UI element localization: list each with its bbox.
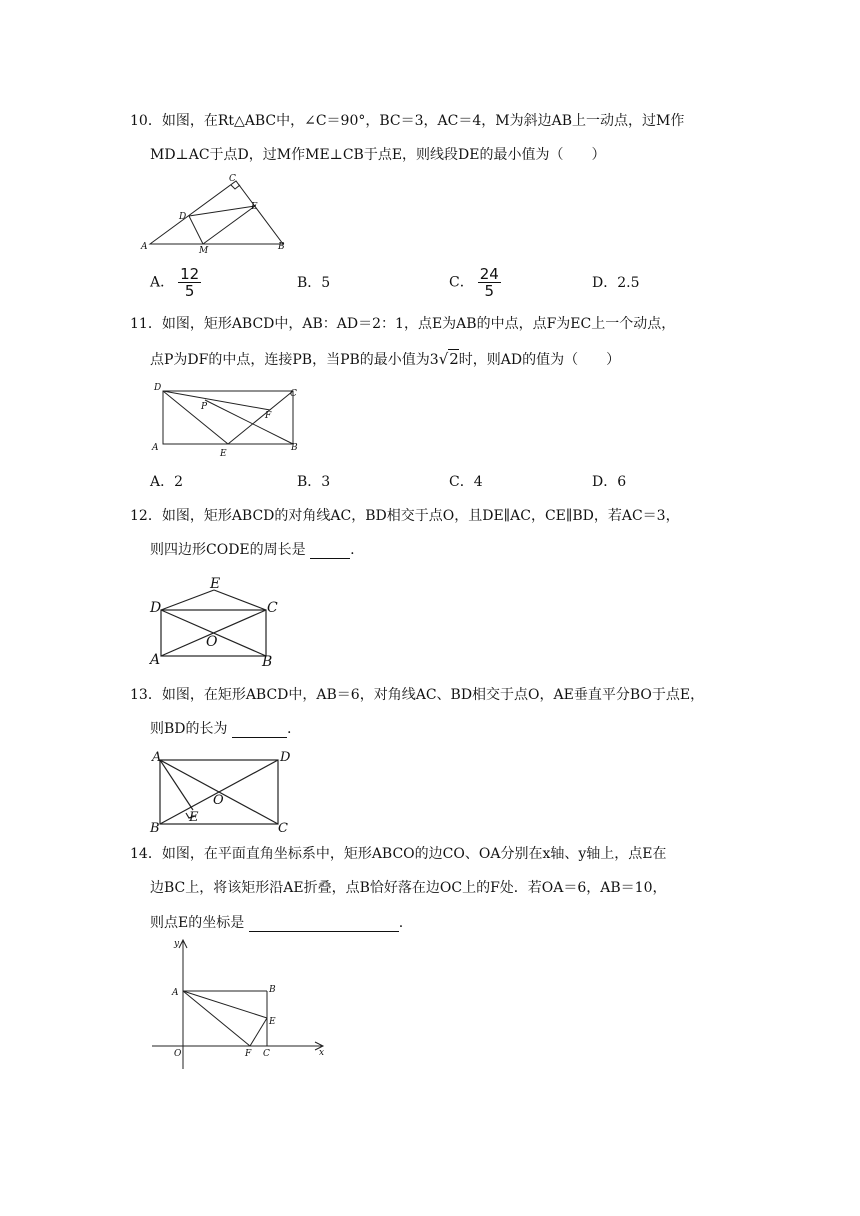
q14-line-2: 边BC上，将该矩形沿AE折叠，点B恰好落在边OC上的F处．若OA＝6，AB＝10， [150,880,667,896]
q14-label-x: x [319,1048,325,1058]
q12-label-b: B [262,654,273,670]
answer-blank [310,544,350,559]
q14-figure [150,935,335,1075]
q14-label-f: F [245,1049,252,1059]
q10-label-a: A [141,242,148,252]
q12-label-a: A [150,652,161,668]
q11-line-1: 11．如图，矩形ABCD中，AB：AD＝2：1，点E为AB的中点，点F为EC上一个动点， [130,316,676,332]
q10-option-a: A． $\frac{12}{5}$ [150,265,200,300]
q10-figure [140,175,300,260]
q12-figure [146,574,286,674]
q11-label-f: F [265,411,272,421]
q13-label-b: B [150,821,160,836]
q13-label-d: D [280,750,291,765]
q14-line-3: 则点E的坐标是 . [150,915,404,931]
q11-option-a: A．2 [150,474,184,490]
q12-label-o: O [206,634,218,650]
q11-label-c: C [290,389,297,399]
q13-line-1: 13．如图，在矩形ABCD中，AB＝6，对角线AC、BD相交于点O，AE垂直平分BO于点E， [130,687,705,703]
q11-label-d: D [154,383,162,393]
q11-option-b: B．3 [297,474,331,490]
q13-label-e: E [189,810,199,825]
q10-option-b: B．5 [297,275,331,291]
q11-label-a: A [152,443,159,453]
q14-label-y: y [174,939,180,949]
q11-label-p: P [201,402,208,412]
q13-line-2: 则BD的长为 . [150,721,292,737]
answer-blank [232,723,287,738]
q13-figure [146,747,296,837]
q14-line-1: 14．如图，在平面直角坐标系中，矩形ABCO的边CO、OA分别在x轴、y轴上，点E在 [130,846,667,862]
q12-line-2: 则四边形CODE的周长是 . [150,542,355,558]
q10-line-1: 10．如图，在Rt△ABC中，∠C＝90°，BC＝3，AC＝4，M为斜边AB上一动点，过M作 [130,113,685,129]
q14-label-c: C [263,1049,270,1059]
q12-label-d: D [150,600,162,616]
q11-option-d: D．6 [592,474,627,490]
q10-label-b: B [278,242,285,252]
q11-label-e: E [220,449,227,459]
q13-label-o: O [213,793,224,808]
sqrt-symbol: √ 2 [438,350,459,368]
q10-option-d: D．2.5 [592,275,640,291]
q13-label-a: A [152,750,162,765]
q11-label-b: B [291,443,298,453]
q10-label-d: D [179,212,187,222]
q14-label-e: E [269,1017,276,1027]
q12-label-e: E [210,576,221,592]
q13-label-c: C [278,821,288,836]
q10-line-2: MD⊥AC于点D，过M作ME⊥CB于点E，则线段DE的最小值为（ ） [150,147,606,163]
q11-option-c: C．4 [449,474,483,490]
q11-figure [150,380,310,460]
answer-blank [249,917,399,932]
q12-label-c: C [267,600,278,616]
q11-line-2: 点P为DF的中点，连接PB，当PB的最小值为3 √ 2 时，则AD的值为（ ） [150,350,621,368]
q14-label-a: A [172,988,179,998]
q10-label-m: M [199,246,209,256]
q14-label-o: O [174,1049,182,1059]
q10-label-e: E [251,202,258,212]
q12-line-1: 12．如图，矩形ABCD的对角线AC，BD相交于点O，且DE∥AC，CE∥BD，若AC＝3， [130,508,680,524]
q14-label-b: B [269,985,276,995]
q10-label-c: C [229,174,236,184]
q10-option-c: C． $\frac{24}{5}$ [449,265,499,300]
